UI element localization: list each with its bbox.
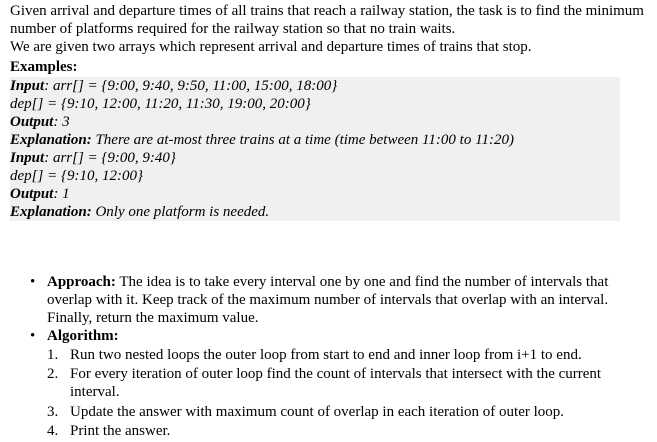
example-1-output-value: : 3 (53, 114, 70, 130)
approach-bullet-item (30, 273, 640, 327)
example-1-explanation-value: There are at-most three trains at a time (time between 11:00 to 11:20) (91, 132, 514, 148)
example-1-output-line (10, 113, 620, 131)
approach-label: Approach: (47, 274, 116, 290)
example-2-dep-line (10, 167, 620, 185)
intro-paragraph-2: We are given two arrays which represent arrival and departure times of trains that stop. (10, 39, 532, 55)
step-number: 1. (47, 347, 59, 363)
algorithm-step (47, 346, 640, 364)
bullet-dot-icon: • (30, 328, 36, 344)
example-2-output-label: Output (10, 186, 54, 202)
approach-text: The idea is to take every interval one by one and find the number of intervals that overlap with it. Keep track of the maximum number of intervals that overlap with an interval. Finally, return the maximum value. (47, 274, 609, 326)
example-2-output-line (10, 185, 620, 203)
step-number: 2. (47, 366, 59, 382)
example-2-explanation-label: Explanation: (10, 204, 92, 220)
examples-heading: Examples: (10, 59, 78, 75)
example-2-input-label: Input (10, 150, 45, 166)
example-2-explanation-value: Only one platform is needed. (91, 204, 270, 220)
algorithm-bullet-item (30, 327, 640, 345)
example-1-output-label: Output (10, 114, 54, 130)
example-1-dep-value: dep[] = {9:10, 12:00, 11:20, 11:30, 19:00, 20:00} (10, 96, 311, 112)
algorithm-step (47, 422, 640, 440)
step-text: Update the answer with maximum count of overlap in each iteration of outer loop. (70, 404, 565, 420)
example-2-input-value: : arr[] = {9:00, 9:40} (44, 150, 176, 166)
example-1-dep-line (10, 95, 620, 113)
algorithm-step (47, 365, 640, 401)
step-number: 3. (47, 404, 59, 420)
example-2-input-line (10, 149, 620, 167)
approach-algorithm-list (30, 273, 640, 441)
example-2-dep-value: dep[] = {9:10, 12:00} (10, 168, 143, 184)
step-text: Print the answer. (70, 423, 171, 439)
algorithm-steps (47, 346, 640, 440)
step-text: For every iteration of outer loop find the count of intervals that intersect with the current interval. (70, 366, 602, 400)
intro-section (10, 2, 650, 56)
step-text: Run two nested loops the outer loop from start to end and inner loop from i+1 to end. (70, 347, 582, 363)
example-1-input-label: Input (10, 78, 45, 94)
example-1-explanation-line (10, 131, 620, 149)
example-1-input-value: : arr[] = {9:00, 9:40, 9:50, 11:00, 15:00, 18:00} (44, 78, 338, 94)
example-2-explanation-line (10, 203, 620, 221)
step-number: 4. (47, 423, 59, 439)
examples-section (10, 58, 620, 221)
intro-paragraph-1: Given arrival and departure times of all trains that reach a railway station, the task is to find the minimum number of platforms required for the railway station so that no train waits. (10, 3, 644, 37)
example-1-explanation-label: Explanation: (10, 132, 92, 148)
algorithm-step (47, 403, 640, 421)
example-2-output-value: : 1 (53, 186, 70, 202)
bullet-dot-icon: • (30, 274, 36, 290)
algorithm-label: Algorithm: (47, 328, 119, 344)
example-1-input-line (10, 77, 620, 95)
